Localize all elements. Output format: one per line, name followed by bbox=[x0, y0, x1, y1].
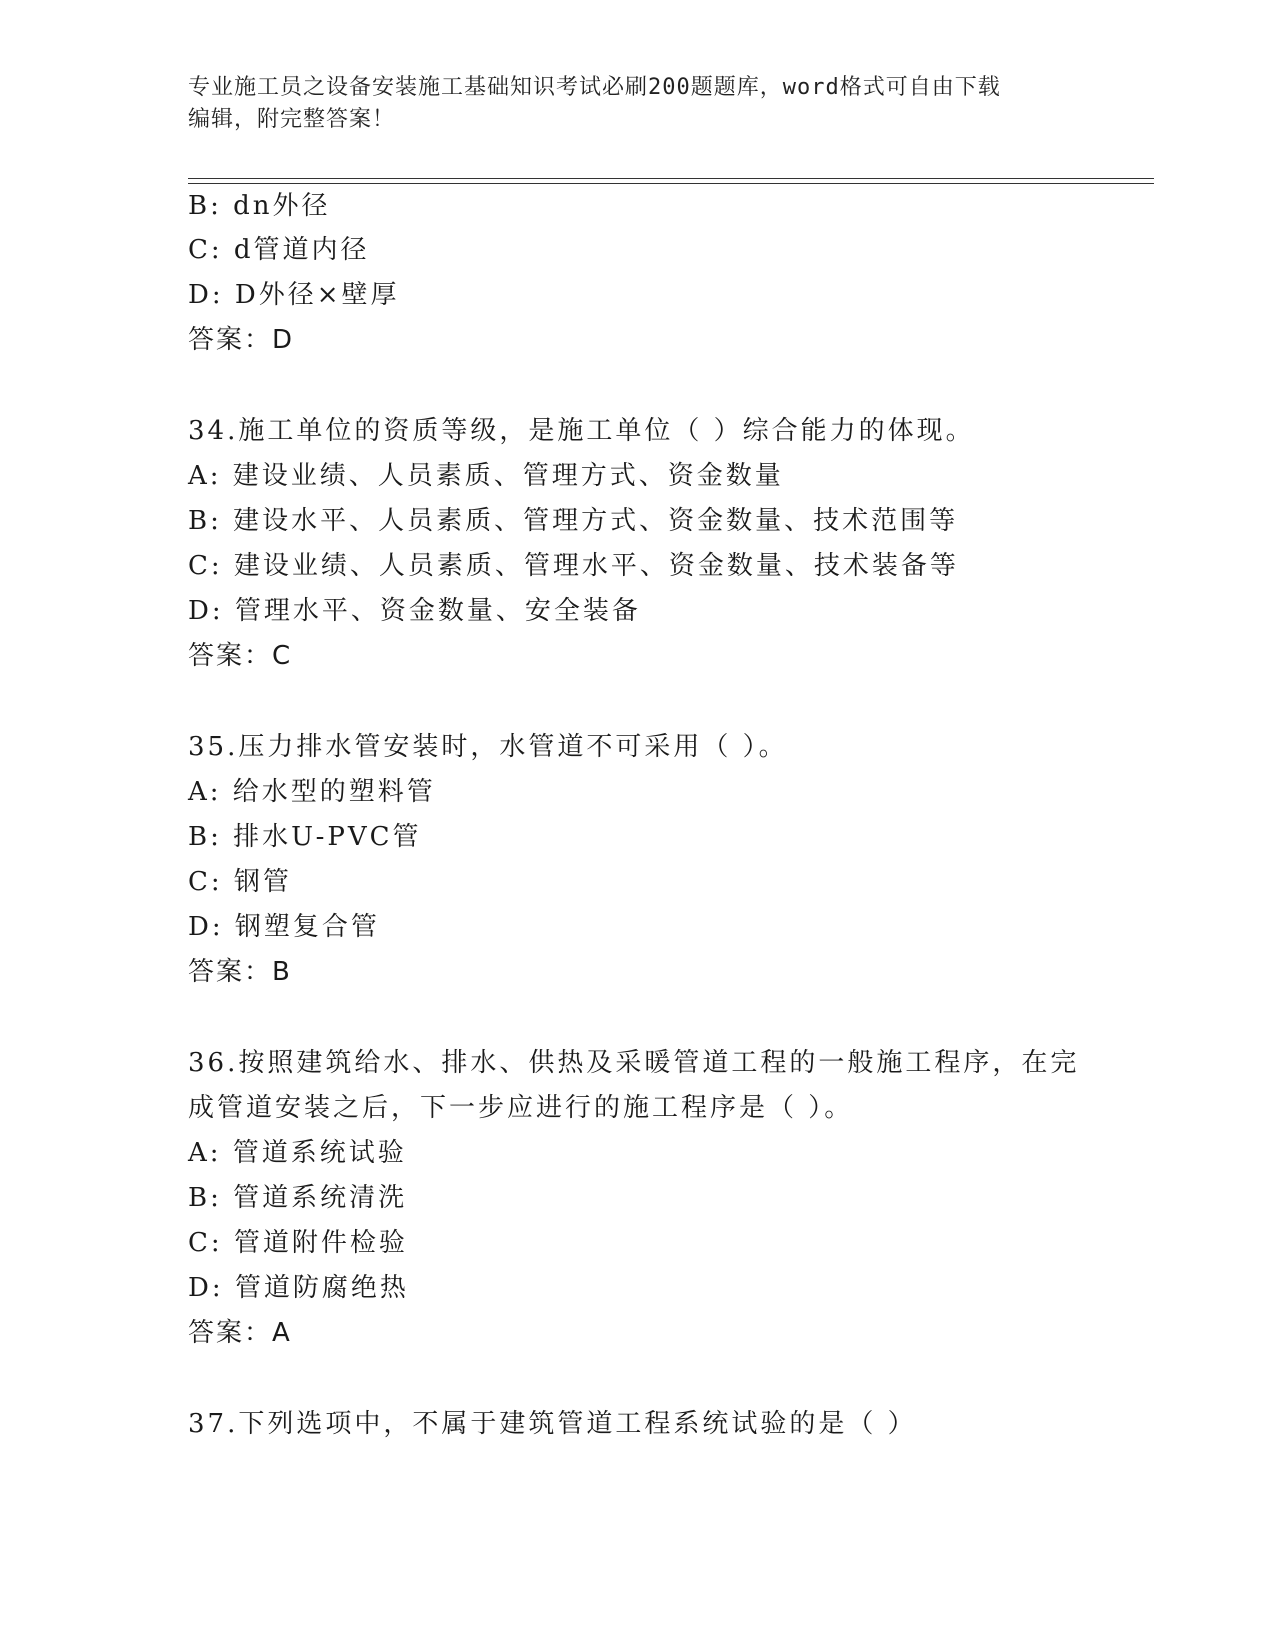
q33-answer: 答案：D bbox=[188, 325, 295, 355]
q34-option-a: A: 建设业绩、人员素质、管理方式、资金数量 bbox=[188, 461, 784, 491]
q34-answer: 答案：C bbox=[188, 641, 293, 671]
header-divider-bottom bbox=[188, 183, 1154, 184]
q36-option-a: A: 管道系统试验 bbox=[188, 1138, 407, 1168]
q34-option-d: D: 管理水平、资金数量、安全装备 bbox=[188, 596, 641, 626]
q33-option-d: D: D外径×壁厚 bbox=[188, 280, 400, 310]
q36-option-c: C: 管道附件检验 bbox=[188, 1228, 408, 1258]
q36-option-d: D: 管道防腐绝热 bbox=[188, 1273, 409, 1303]
q37-question: 37.下列选项中，不属于建筑管道工程系统试验的是（ ） bbox=[188, 1409, 917, 1439]
q34-option-b: B: 建设水平、人员素质、管理方式、资金数量、技术范围等 bbox=[188, 506, 959, 536]
q36-option-b: B: 管道系统清洗 bbox=[188, 1183, 408, 1213]
q35-option-b: B: 排水U-PVC管 bbox=[188, 822, 422, 852]
q35-option-c: C: 钢管 bbox=[188, 867, 292, 897]
q35-question: 35.压力排水管安装时，水管道不可采用（ ）。 bbox=[188, 732, 788, 762]
q35-answer: 答案：B bbox=[188, 957, 292, 987]
q34-option-c: C: 建设业绩、人员素质、管理水平、资金数量、技术装备等 bbox=[188, 551, 959, 581]
q36-question-line-1: 36.按照建筑给水、排水、供热及采暖管道工程的一般施工程序，在完 bbox=[188, 1048, 1080, 1078]
header-title-line-2: 编辑，附完整答案！ bbox=[188, 107, 396, 132]
page-header bbox=[188, 72, 1068, 136]
q33-option-b: B: dn外径 bbox=[188, 191, 331, 221]
q36-answer: 答案：A bbox=[188, 1318, 292, 1348]
q36-question-line-2: 成管道安装之后，下一步应进行的施工程序是（ ）。 bbox=[188, 1093, 854, 1123]
q33-option-c: C: d管道内径 bbox=[188, 235, 370, 265]
header-divider-top bbox=[188, 178, 1154, 179]
q35-option-a: A: 给水型的塑料管 bbox=[188, 777, 436, 807]
header-title-line-1: 专业施工员之设备安装施工基础知识考试必刷200题题库，word格式可自由下载 bbox=[188, 75, 1001, 100]
q35-option-d: D: 钢塑复合管 bbox=[188, 912, 380, 942]
q34-question: 34.施工单位的资质等级，是施工单位（ ）综合能力的体现。 bbox=[188, 416, 975, 446]
